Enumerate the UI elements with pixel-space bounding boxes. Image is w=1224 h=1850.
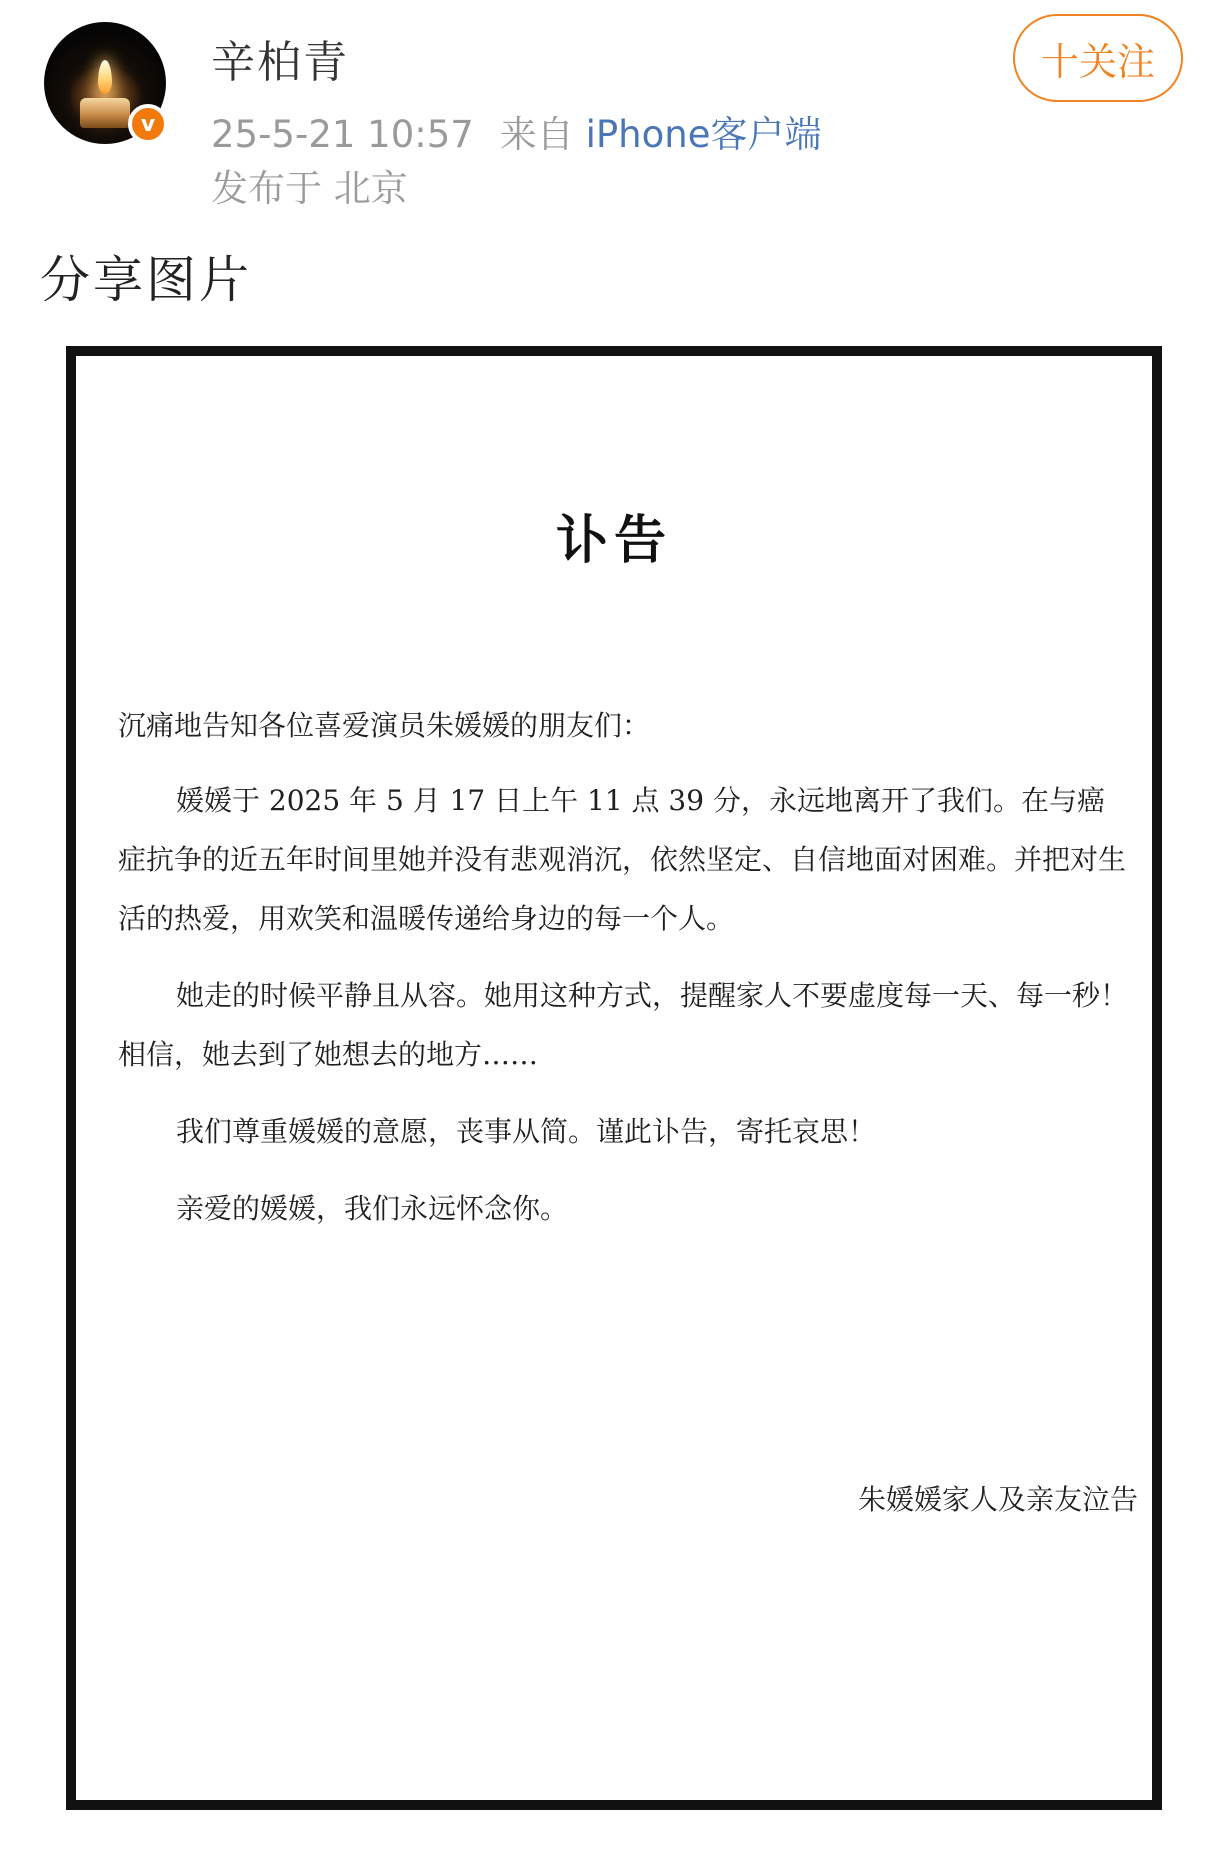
notice-paragraph: 亲爱的媛媛，我们永远怀念你。 xyxy=(176,1192,569,1225)
notice-salutation: 沉痛地告知各位喜爱演员朱媛媛的朋友们： xyxy=(118,709,651,742)
notice-paragraph: 我们尊重媛媛的意愿，丧事从简。谨此讣告，寄托哀思！ xyxy=(176,1115,877,1148)
notice-paragraph: 媛媛于 2025 年 5 月 17 日上午 11 点 39 分，永远地离开了我们。在与癌症抗争的近五年时间里她并没有悲观消沉，依然坚定、自信地面对困难。并把对生活的热爱，用欢笑和温暖传递给身边的每一个人。 xyxy=(118,784,1127,935)
post-text: 分享图片 xyxy=(40,251,252,309)
post-location: 发布于 北京 xyxy=(211,167,408,210)
source-prefix: 来自 xyxy=(499,113,574,156)
candle-flame-icon xyxy=(98,60,112,94)
shared-image-obituary[interactable] xyxy=(66,346,1162,1810)
post-meta xyxy=(211,104,821,158)
verified-badge-icon: v xyxy=(128,104,168,144)
notice-paragraph: 她走的时候平静且从容。她用这种方式，提醒家人不要虚度每一天、每一秒！相信，她去到了她想去的地方…… xyxy=(118,979,1129,1071)
username[interactable]: 辛柏青 xyxy=(211,37,349,88)
candle-icon xyxy=(80,98,130,128)
source-client-link[interactable]: iPhone客户端 xyxy=(585,113,822,156)
notice-title: 讣告 xyxy=(555,511,672,571)
notice-body xyxy=(118,696,1128,1256)
notice-signature: 朱媛媛家人及亲友泣告 xyxy=(857,1483,1138,1516)
follow-button[interactable]: 十关注 xyxy=(1013,14,1183,102)
post-timestamp: 25-5-21 10:57 xyxy=(211,113,474,156)
